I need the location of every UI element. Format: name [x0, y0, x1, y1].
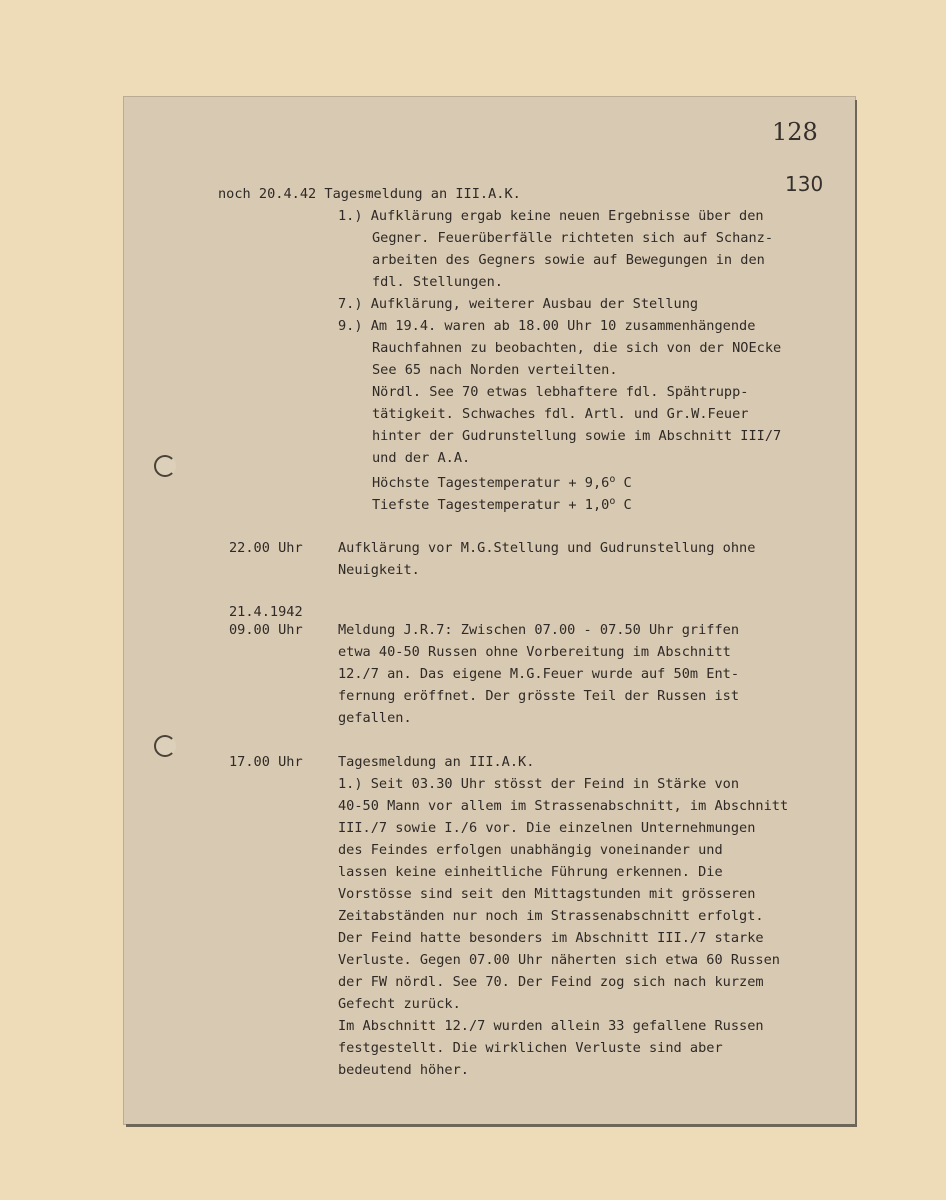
text-line-l29: 40-50 Mann vor allem im Strassenabschnitt, im Abschnitt	[338, 798, 789, 814]
handwritten-page-number: 130	[785, 172, 824, 196]
text-line-l28: 1.) Seit 03.30 Uhr stösst der Feind in Stärke von	[338, 776, 740, 792]
text-line-l16: 22.00 Uhr	[229, 540, 303, 556]
text-line-l37: der FW nördl. See 70. Der Feind zog sich nach kurzem	[338, 974, 764, 990]
text-line-l09: See 65 nach Norden verteilten.	[372, 362, 618, 378]
text-line-l30: III./7 sowie I./6 vor. Die einzelnen Unternehmungen	[338, 820, 756, 836]
text-line-l34: Zeitabständen nur noch im Strassenabschnitt erfolgt.	[338, 908, 764, 924]
text-line-l13: und der A.A.	[372, 450, 471, 466]
text-line-l31: des Feindes erfolgen unabhängig voneinander und	[338, 842, 723, 858]
text-line-l15: Tiefste Tagestemperatur + $1,0^o$ C	[372, 496, 632, 513]
text-line-l10: Nördl. See 70 etwas lebhaftere fdl. Spähtrupp-	[372, 384, 749, 400]
degree-superscript: o	[609, 496, 616, 507]
text-line-l36: Verluste. Gegen 07.00 Uhr näherten sich etwa 60 Russen	[338, 952, 780, 968]
text-line-l02: 1.) Aufklärung ergab keine neuen Ergebnisse über den	[338, 208, 764, 224]
text-line-l03: Gegner. Feuerüberfälle richteten sich auf Schanz-	[372, 230, 774, 246]
text-line-l12: hinter der Gudrunstellung sowie im Abschnitt III/7	[372, 428, 782, 444]
text-line-l39: Im Abschnitt 12./7 wurden allein 33 gefallene Russen	[338, 1018, 764, 1034]
text-line-l25: gefallen.	[338, 710, 412, 726]
text-line-l38: Gefecht zurück.	[338, 996, 461, 1012]
text-line-l05: fdl. Stellungen.	[372, 274, 503, 290]
stamped-page-number: 128	[772, 118, 818, 146]
text-line-l11: tätigkeit. Schwaches fdl. Artl. und Gr.W.Feuer	[372, 406, 749, 422]
text-line-l35: Der Feind hatte besonders im Abschnitt III./7 starke	[338, 930, 764, 946]
text-line-l06: 7.) Aufklärung, weiterer Ausbau der Stellung	[338, 296, 699, 312]
text-line-l07: 9.) Am 19.4. waren ab 18.00 Uhr 10 zusammenhängende	[338, 318, 756, 334]
text-line-l04: arbeiten des Gegners sowie auf Bewegungen in den	[372, 252, 765, 268]
text-line-l33: Vorstösse sind seit den Mittagstunden mit grösseren	[338, 886, 756, 902]
punch-hole-bottom	[154, 735, 176, 757]
text-line-l22: etwa 40-50 Russen ohne Vorbereitung im Abschnitt	[338, 644, 731, 660]
text-line-l19: 21.4.1942	[229, 604, 303, 620]
text-line-l08: Rauchfahnen zu beobachten, die sich von der NOEcke	[372, 340, 782, 356]
text-line-l20: 09.00 Uhr	[229, 622, 303, 638]
text-line-l32: lassen keine einheitliche Führung erkennen. Die	[338, 864, 723, 880]
text-line-l41: bedeutend höher.	[338, 1062, 469, 1078]
punch-hole-top	[154, 455, 176, 477]
text-line-l17: Aufklärung vor M.G.Stellung und Gudrunstellung ohne	[338, 540, 756, 556]
text-line-l24: fernung eröffnet. Der grösste Teil der Russen ist	[338, 688, 740, 704]
degree-superscript: o	[609, 474, 616, 485]
text-line-l01: noch 20.4.42 Tagesmeldung an III.A.K.	[218, 186, 521, 202]
text-line-l21: Meldung J.R.7: Zwischen 07.00 - 07.50 Uhr griffen	[338, 622, 740, 638]
text-line-l26: 17.00 Uhr	[229, 754, 303, 770]
text-line-l23: 12./7 an. Das eigene M.G.Feuer wurde auf 50m Ent-	[338, 666, 740, 682]
text-line-l14: Höchste Tagestemperatur + $9,6^o$ C	[372, 474, 632, 491]
text-line-l18: Neuigkeit.	[338, 562, 420, 578]
text-line-l27: Tagesmeldung an III.A.K.	[338, 754, 535, 770]
text-line-l40: festgestellt. Die wirklichen Verluste sind aber	[338, 1040, 723, 1056]
